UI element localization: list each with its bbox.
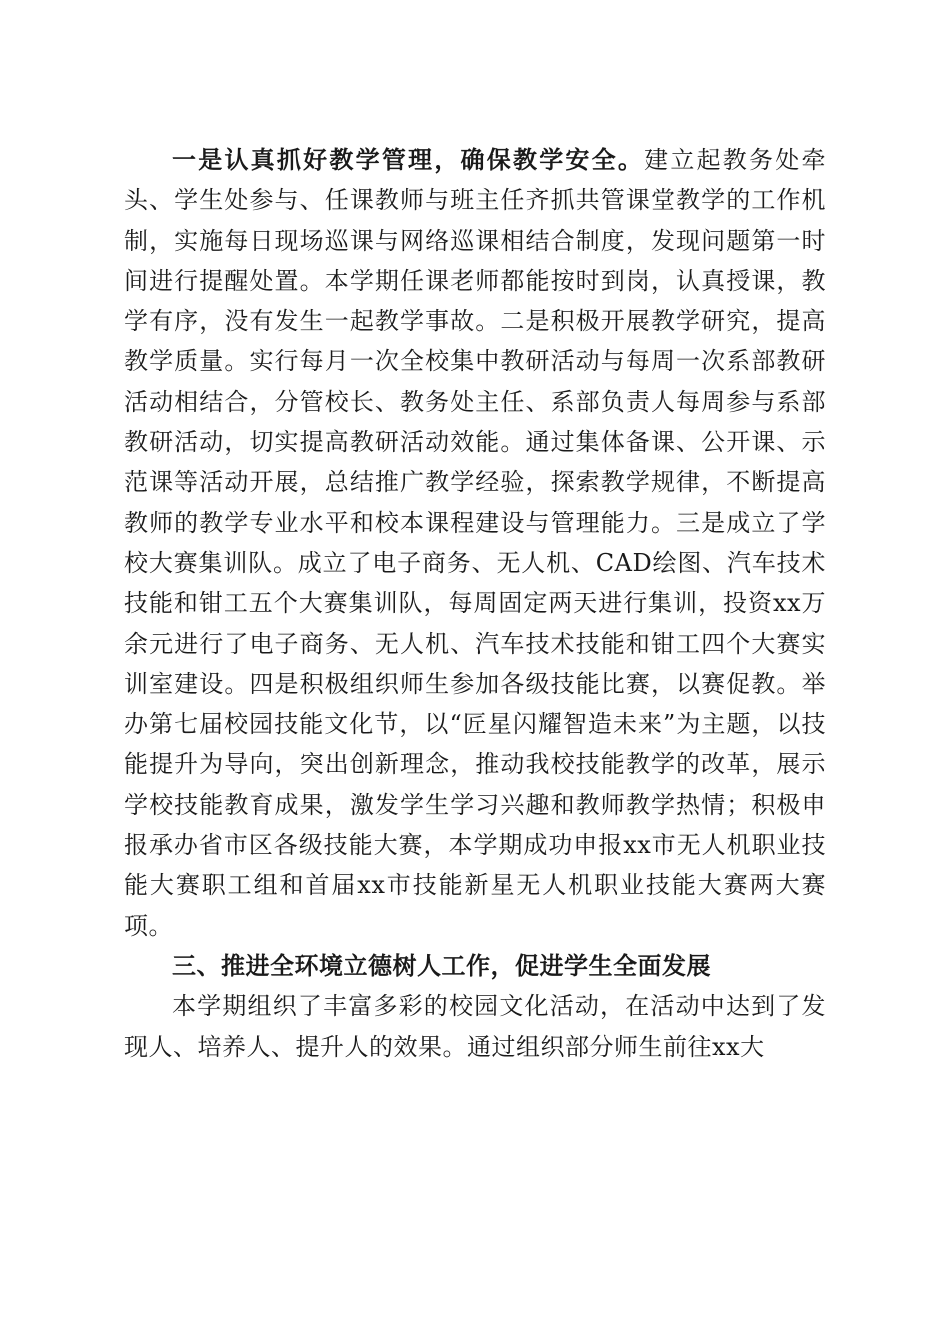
section-heading-3: 三、推进全环境立德树人工作，促进学生全面发展 bbox=[172, 951, 711, 980]
paragraph-teaching-management bbox=[124, 140, 826, 946]
paragraph-body-text: 建立起教务处牵头、学生处参与、任课教师与班主任齐抓共管课堂教学的工作机制，实施每日现场巡课与网络巡课相结合制度，发现问题第一时间进行提醒处置。本学期任课老师都能按时到岗，认真授课，教学有序，没有发生一起教学事故。二是积极开展教学研究，提高教学质量。实行每月一次全校集中教研活动与每周一次系部教研活动相结合，分管校长、教务处主任、系部负责人每周参与系部教研活动，切实提高教研活动效能。通过集体备课、公开课、示范课等活动开展，总结推广教学经验，探索教学规律，不断提高教师的教学专业水平和校本课程建设与管理能力。三是成立了学校大赛集训队。成立了电子商务、无人机、CAD绘图、汽车技术技能和钳工五个大赛集训队，每周固定两天进行集训，投资xx万余元进行了电子商务、无人机、汽车技术技能和钳工四个大赛实训室建设。四是积极组织师生参加各级技能比赛，以赛促教。举办第七届校园技能文化节，以“匠星闪耀智造未来”为主题，以技能提升为导向，突出创新理念，推动我校技能教学的改革，展示学校技能教育成果，激发学生学习兴趣和教师教学热情；积极申报承办省市区各级技能大赛，本学期成功申报xx市无人机职业技能大赛职工组和首届xx市技能新星无人机职业技能大赛两大赛项。 bbox=[124, 146, 826, 940]
paragraph-lead-sentence: 一是认真抓好教学管理，确保教学安全。 bbox=[172, 146, 645, 174]
body-text bbox=[124, 140, 826, 1067]
paragraph-campus-culture: 本学期组织了丰富多彩的校园文化活动，在活动中达到了发现人、培养人、提升人的效果。通过组织部分师生前往xx大 bbox=[124, 992, 826, 1061]
